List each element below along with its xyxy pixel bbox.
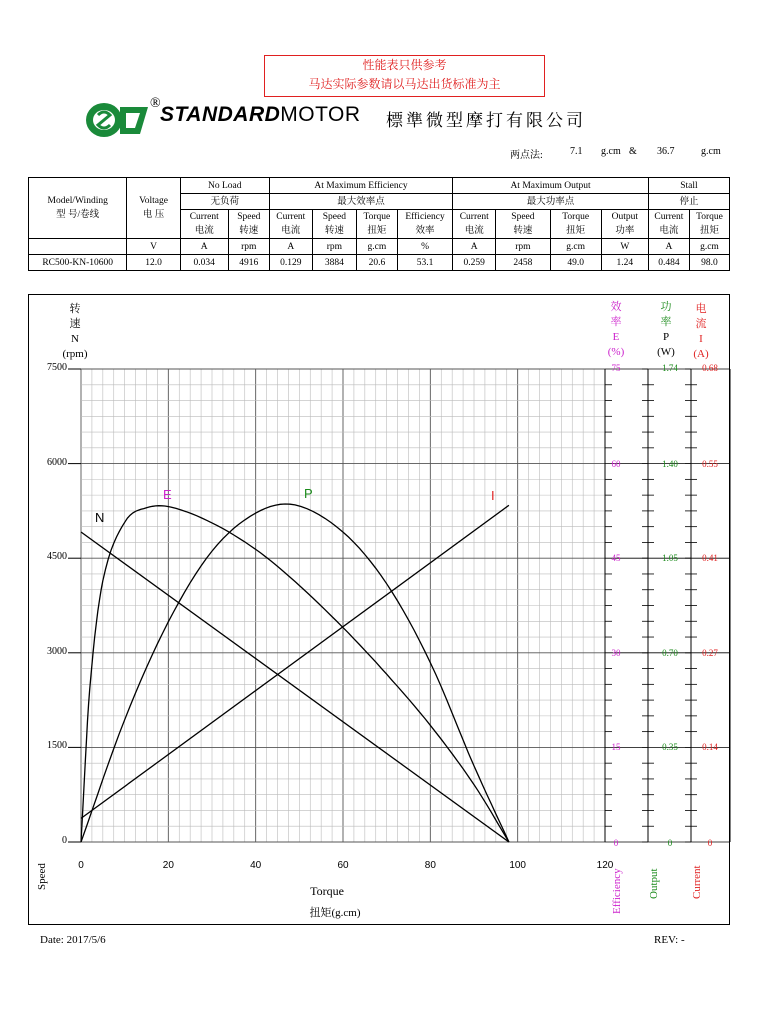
torque-tick-label: 0 [78, 860, 84, 871]
curve-e [81, 506, 509, 842]
col-st-current: Current 电流 [648, 210, 689, 239]
voltage-header-cn: 电 压 [142, 210, 165, 220]
efficiency-axis-header: 效 率 E (%) [607, 301, 625, 358]
two-point-value-2: 36.7 [657, 146, 675, 157]
curve-i [81, 505, 509, 818]
curve-n [81, 532, 509, 842]
curve-label-n: N [95, 510, 105, 525]
curve-label-p: P [304, 486, 313, 501]
speed-tick-label: 4500 [47, 551, 67, 563]
col-me-efficiency: Efficiency 效率 [397, 210, 452, 239]
current-tick-label: 0.68 [702, 363, 718, 373]
col-st-torque: Torque 扭矩 [689, 210, 729, 239]
curve-p [81, 504, 509, 842]
col-mo-torque: Torque 扭矩 [550, 210, 601, 239]
power-tick-label: 1.05 [662, 553, 678, 564]
efficiency-tick-label: 75 [611, 363, 621, 373]
registered-mark: ® [150, 96, 161, 111]
current-axis-title: Current [691, 865, 703, 899]
brand-name-light: MOTOR [280, 103, 361, 126]
units-row: V A rpm A rpm g.cm % A rpm g.cm W A g.cm [29, 239, 730, 255]
current-tick-label: 0.27 [702, 647, 718, 658]
cell-me-speed: 3884 [312, 255, 356, 271]
chart-curves [81, 504, 509, 842]
power-axis-header: 功 率 P (W) [657, 301, 675, 358]
cell-st-torque: 98.0 [689, 255, 729, 271]
cell-voltage: 12.0 [127, 255, 180, 271]
efficiency-tick-label: 0 [613, 838, 619, 848]
footer-date: Date: 2017/5/6 [40, 934, 106, 946]
speed-tick-label: 3000 [47, 645, 67, 657]
model-header-en: Model/Winding [47, 196, 108, 206]
model-header-cn: 型 号/卷线 [56, 210, 100, 220]
speed-tick-label: 1500 [47, 740, 67, 752]
torque-tick-label: 100 [509, 860, 526, 871]
col-mo-speed: Speed 转速 [496, 210, 550, 239]
col-nl-speed: Speed 转速 [228, 210, 269, 239]
torque-tick-label: 120 [596, 860, 614, 871]
x-axis-title: Torque [310, 884, 344, 898]
current-tick-label: 0 [707, 838, 713, 848]
x-axis-title-cn: 扭矩(g.cm) [309, 907, 361, 919]
max-efficiency-header: At Maximum Efficiency [269, 178, 452, 194]
cell-nl-speed: 4916 [228, 255, 269, 271]
cell-model: RC500-KN-10600 [29, 255, 127, 271]
power-tick-label: 0 [667, 838, 673, 848]
cell-mo-output: 1.24 [601, 255, 648, 271]
col-me-torque: Torque 扭矩 [356, 210, 397, 239]
brand-name-bold: STANDARD [160, 103, 281, 126]
power-tick-label: 0.70 [662, 647, 678, 658]
speed-axis-header: 转 速 N (rpm) [62, 303, 88, 360]
efficiency-tick-label: 30 [611, 647, 621, 658]
cell-me-torque: 20.6 [356, 255, 397, 271]
company-name: 標準微型摩打有限公司 [386, 111, 586, 131]
cell-st-current: 0.484 [648, 255, 689, 271]
efficiency-tick-label: 15 [611, 742, 621, 753]
efficiency-tick-label: 60 [611, 458, 621, 469]
max-efficiency-header-cn: 最大效率点 [269, 194, 452, 210]
torque-tick-label: 40 [250, 860, 262, 871]
no-load-header-cn: 无负荷 [180, 194, 269, 210]
cell-me-current: 0.129 [269, 255, 312, 271]
speed-tick-label: 7500 [47, 362, 67, 373]
col-me-speed: Speed 转速 [312, 210, 356, 239]
current-axis-header: 电 流 I (A) [693, 303, 709, 360]
col-mo-current: Current 电流 [453, 210, 496, 239]
current-tick-label: 0.41 [702, 553, 718, 564]
max-output-header: At Maximum Output [453, 178, 649, 194]
power-tick-label: 0.35 [662, 742, 678, 753]
two-point-label: 两点法: [510, 150, 543, 161]
no-load-header: No Load [180, 178, 269, 194]
speed-tick-label: 0 [62, 835, 67, 846]
chart-grid [68, 369, 730, 842]
col-mo-output: Output 功率 [601, 210, 648, 239]
speed-tick-label: 6000 [47, 456, 67, 468]
cell-me-eff: 53.1 [397, 255, 452, 271]
col-nl-current: Current 电流 [180, 210, 228, 239]
efficiency-tick-label: 45 [611, 553, 621, 564]
two-point-unit-2: g.cm [701, 146, 721, 157]
two-point-value-1: 7.1 [570, 146, 583, 157]
efficiency-axis-title: Efficiency [611, 868, 623, 914]
footer-rev: REV: - [654, 934, 685, 946]
current-tick-label: 0.14 [702, 742, 718, 753]
stall-header: Stall [648, 178, 729, 194]
curve-label-e: E [163, 487, 172, 502]
cell-mo-speed: 2458 [496, 255, 550, 271]
max-output-header-cn: 最大功率点 [453, 194, 649, 210]
col-me-current: Current 电流 [269, 210, 312, 239]
cell-mo-torque: 49.0 [550, 255, 601, 271]
two-point-unit-1: g.cm [601, 146, 621, 157]
cell-nl-current: 0.034 [180, 255, 228, 271]
torque-tick-label: 20 [162, 860, 174, 871]
torque-tick-label: 60 [337, 860, 349, 871]
speed-axis-title: Speed [36, 863, 48, 890]
cell-mo-current: 0.259 [453, 255, 496, 271]
disclaimer-line-1: 性能表只供参考 [362, 58, 447, 72]
voltage-header-en: Voltage [139, 196, 168, 206]
power-tick-label: 1.40 [662, 458, 678, 469]
two-point-amp: & [629, 146, 637, 157]
current-tick-label: 0.55 [702, 458, 718, 469]
torque-tick-label: 80 [424, 860, 436, 871]
output-axis-title: Output [648, 868, 660, 899]
curve-label-i: I [491, 488, 495, 503]
power-tick-label: 1.74 [662, 363, 678, 373]
stall-header-cn: 停止 [648, 194, 729, 210]
disclaimer-line-2: 马达实际参数请以马达出货标准为主 [308, 77, 501, 91]
